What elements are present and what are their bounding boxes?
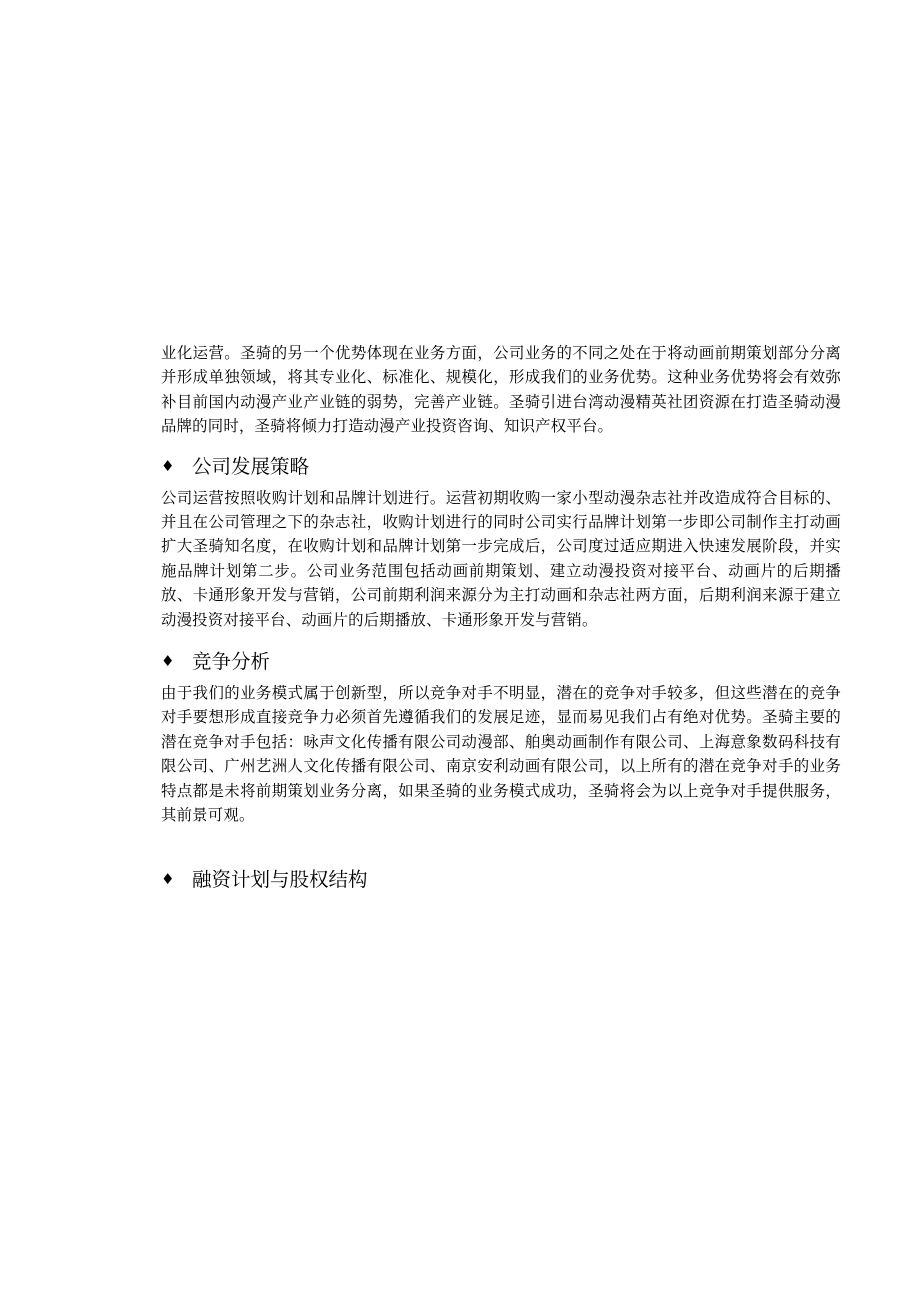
diamond-bullet-icon: ♦ (161, 456, 175, 475)
heading-text: 竞争分析 (192, 650, 271, 674)
section-heading-strategy (161, 451, 841, 483)
page-content (161, 341, 841, 896)
section-heading-competition (161, 646, 841, 678)
strategy-paragraph: 公司运营按照收购计划和品牌计划进行。运营初期收购一家小型动漫杂志社并改造成符合目标的、并且在公司管理之下的杂志社，收购计划进行的同时公司实行品牌计划第一步即公司制作主打动画扩大圣骑知名度，在收购计划和品牌计划第一步完成后，公司度过适应期进入快速发展阶段，并实施品牌计划第二步。公司业务范围包括动画前期策划、建立动漫投资对接平台、动画片的后期播放、卡通形象开发与营销，公司前期利润来源分为主打动画和杂志社两方面，后期利润来源于建立动漫投资对接平台、动画片的后期播放、卡通形象开发与营销。 (161, 488, 841, 629)
diamond-bullet-icon: ♦ (161, 869, 175, 888)
heading-text: 融资计划与股权结构 (192, 867, 368, 891)
heading-text: 公司发展策略 (192, 454, 310, 478)
competition-paragraph: 由于我们的业务模式属于创新型，所以竞争对手不明显，潜在的竞争对手较多，但这些潜在的竞争对手要想形成直接竞争力必须首先遵循我们的发展足迹，显而易见我们占有绝对优势。圣骑主要的潜在竞争对手包括：咏声文化传播有限公司动漫部、舶奥动画制作有限公司、上海意象数码科技有限公司、广州艺洲人文化传播有限公司、南京安利动画有限公司，以上所有的潜在竞争对手的业务特点都是未将前期策划业务分离，如果圣骑的业务模式成功，圣骑将会为以上竞争对手提供服务，其前景可观。 (161, 684, 841, 825)
section-heading-financing (161, 864, 841, 896)
diamond-bullet-icon: ♦ (161, 652, 175, 671)
intro-paragraph: 业化运营。圣骑的另一个优势体现在业务方面，公司业务的不同之处在于将动画前期策划部分分离并形成单独领域，将其专业化、标准化、规模化，形成我们的业务优势。这种业务优势将会有效弥补目前国内动漫产业产业链的弱势，完善产业链。圣骑引进台湾动漫精英社团资源在打造圣骑动漫品牌的同时，圣骑将倾力打造动漫产业投资咨询、知识产权平台。 (161, 344, 841, 436)
